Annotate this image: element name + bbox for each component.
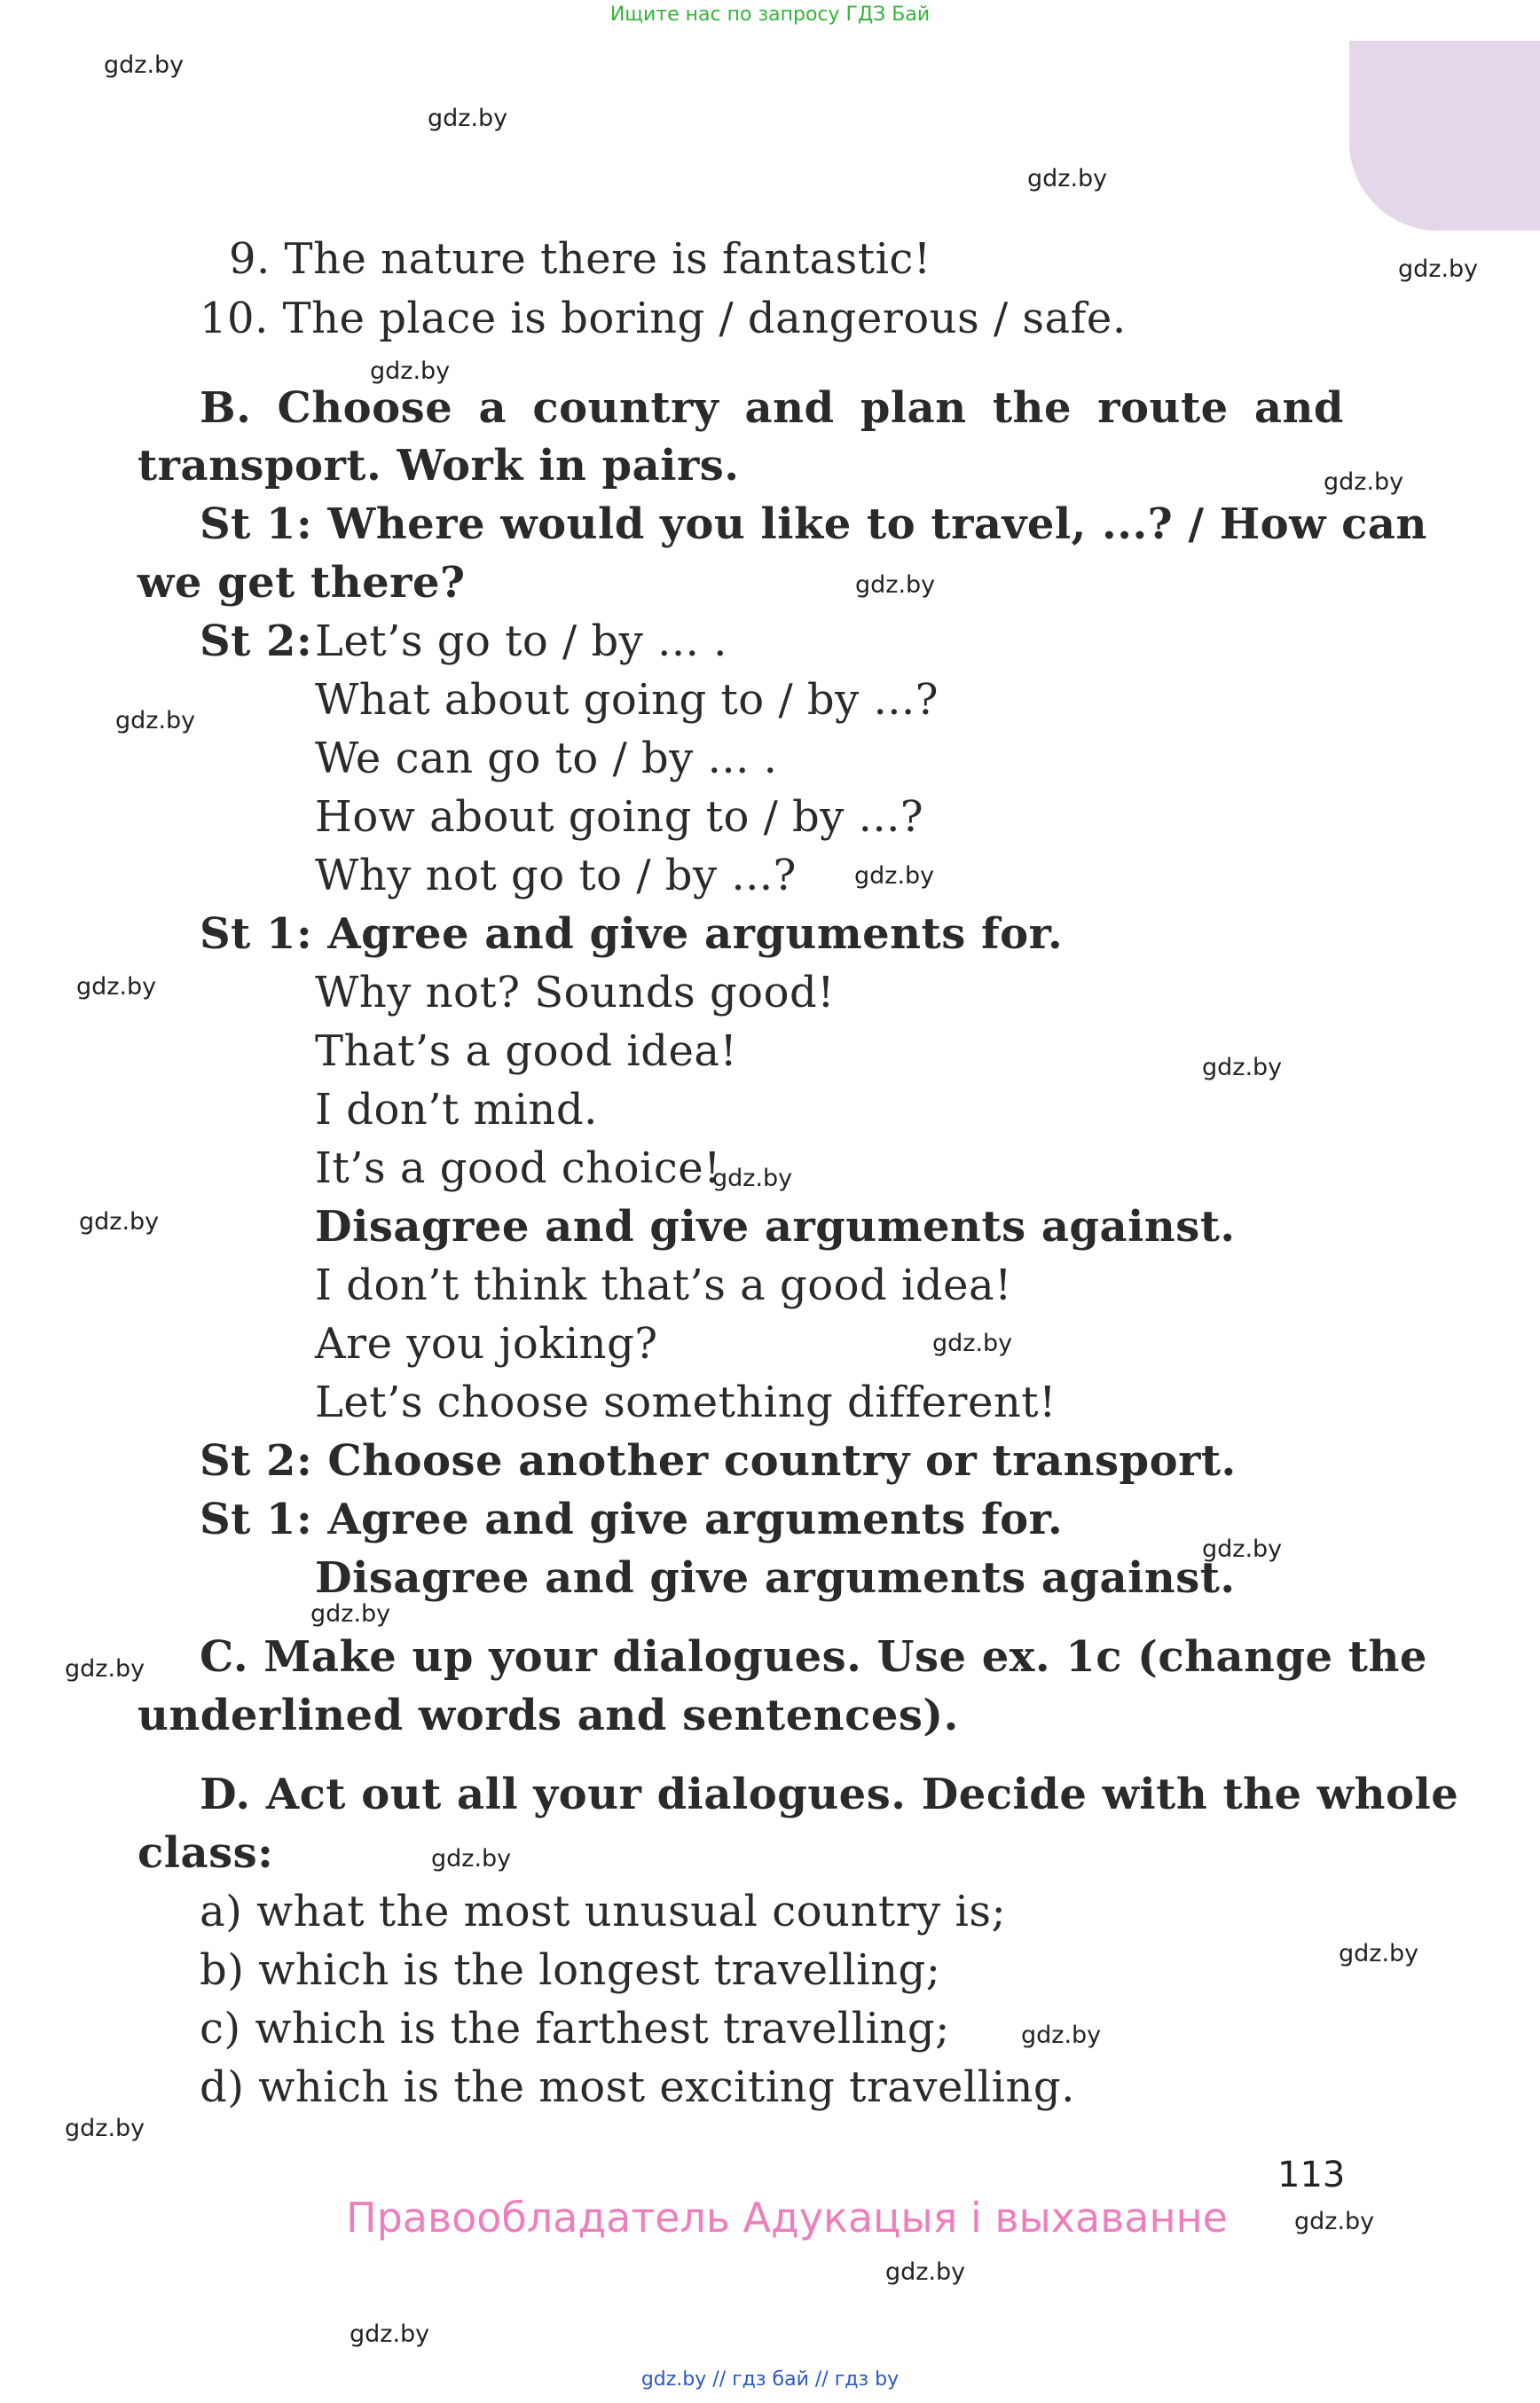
dialogue-line: Let’s go to / by ... .: [315, 616, 727, 666]
section-d-title: D. Act out all your dialogues. Decide with the whole: [200, 1770, 1459, 1819]
watermark: gdz.by: [370, 357, 451, 385]
section-d-title: class:: [138, 1828, 274, 1878]
watermark: gdz.by: [1027, 165, 1108, 192]
watermark: gdz.by: [1339, 1940, 1419, 1967]
watermark: gdz.by: [1294, 2208, 1375, 2235]
watermark: gdz.by: [104, 51, 185, 79]
watermark: gdz.by: [1021, 2022, 1102, 2049]
watermark: gdz.by: [115, 707, 196, 734]
watermark: gdz.by: [1202, 1054, 1283, 1081]
watermark: gdz.by: [431, 1845, 512, 1873]
dialogue-line: Why not? Sounds good!: [315, 968, 835, 1017]
watermark: gdz.by: [932, 1330, 1013, 1357]
list-item: 10. The place is boring / dangerous / safe.: [200, 294, 1127, 343]
watermark: gdz.by: [1202, 1535, 1283, 1563]
watermark: gdz.by: [65, 2115, 145, 2142]
list-item: d) which is the most exciting travelling.: [200, 2062, 1075, 2112]
dialogue-line: I don’t think that’s a good idea!: [315, 1260, 1012, 1310]
watermark: gdz.by: [855, 571, 936, 599]
watermark: gdz.by: [712, 1165, 793, 1192]
dialogue-line: It’s a good choice!: [315, 1143, 721, 1193]
section-b-title: B. Choose a country and plan the route and: [200, 383, 1344, 433]
disagree-heading: Disagree and give arguments against.: [315, 1202, 1236, 1252]
student1-question: St 1: Where would you like to travel, ...? / How can: [200, 499, 1427, 549]
dialogue-line: That’s a good idea!: [315, 1026, 738, 1076]
watermark: gdz.by: [1398, 255, 1479, 283]
section-b-title: transport. Work in pairs.: [138, 441, 740, 491]
list-item: c) which is the farthest travelling;: [200, 2004, 950, 2054]
corner-decoration: [1349, 41, 1540, 231]
student2-label: St 2:: [200, 616, 313, 666]
watermark: gdz.by: [885, 2258, 966, 2286]
watermark: gdz.by: [310, 1600, 391, 1628]
dialogue-line: I don’t mind.: [315, 1085, 598, 1135]
watermark: gdz.by: [1324, 468, 1404, 496]
footer-links: gdz.by // гдз бай // гдз by: [640, 2368, 900, 2391]
page-number: 113: [1277, 2155, 1346, 2195]
watermark: gdz.by: [79, 1208, 160, 1236]
dialogue-line: Why not go to / by ...?: [315, 851, 797, 900]
list-item: b) which is the longest travelling;: [200, 1945, 941, 1995]
watermark: gdz.by: [76, 973, 157, 1001]
list-item: a) what the most unusual country is;: [200, 1887, 1007, 1936]
header-note: Ищите нас по запросу ГДЗ Бай: [609, 4, 931, 26]
student2-instruction: St 2: Choose another country or transport.: [200, 1436, 1237, 1486]
dialogue-line: How about going to / by ...?: [315, 792, 924, 842]
dialogue-line: Are you joking?: [315, 1319, 658, 1369]
dialogue-line: We can go to / by ... .: [315, 734, 778, 783]
disagree-heading: Disagree and give arguments against.: [315, 1553, 1236, 1603]
student1-question: we get there?: [138, 558, 466, 608]
student1-instruction: St 1: Agree and give arguments for.: [200, 1495, 1064, 1544]
dialogue-line: Let’s choose something different!: [315, 1378, 1057, 1427]
watermark: gdz.by: [350, 2321, 430, 2348]
list-item: 9. The nature there is fantastic!: [229, 234, 931, 284]
student1-instruction: St 1: Agree and give arguments for.: [200, 909, 1064, 959]
watermark: gdz.by: [854, 862, 935, 890]
dialogue-line: What about going to / by ...?: [315, 675, 939, 725]
section-c-title: C. Make up your dialogues. Use ex. 1c (change the: [200, 1632, 1427, 1682]
watermark: gdz.by: [428, 105, 508, 132]
copyright-notice: Правообладатель Адукацыя і выхаванне: [346, 2194, 1228, 2242]
watermark: gdz.by: [65, 1655, 145, 1683]
section-c-title: underlined words and sentences).: [138, 1691, 959, 1740]
